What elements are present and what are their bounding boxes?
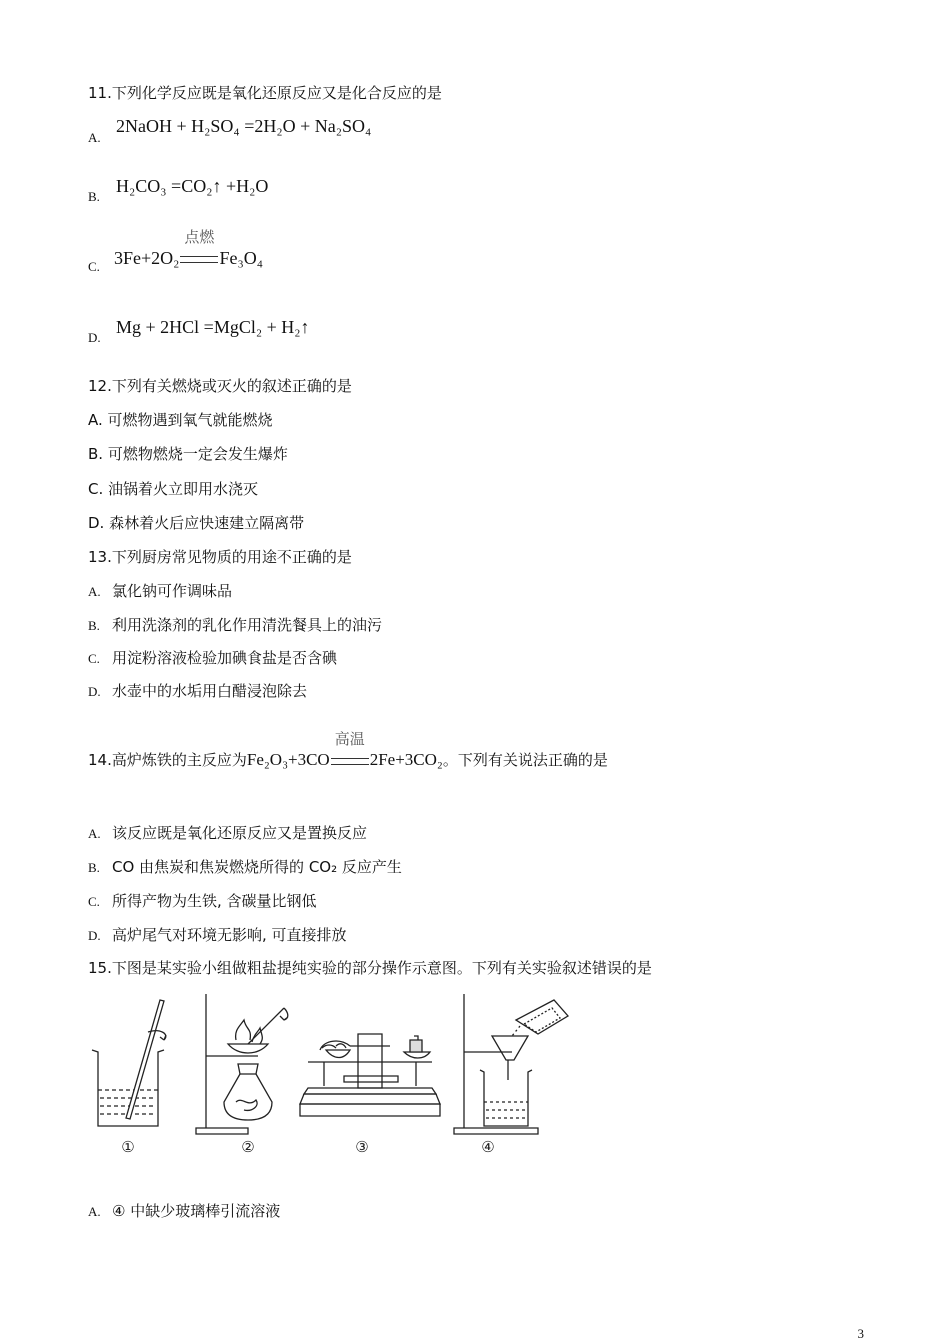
figure-label-3: ③ <box>355 1138 369 1156</box>
equals-bar <box>180 256 218 263</box>
q11-equation-d: Mg + 2HCl =MgCl₂ + H₂↑ <box>116 317 310 337</box>
option-letter: C. <box>88 651 100 666</box>
option-letter: A. <box>88 1204 101 1219</box>
condition-label: 高温 <box>334 730 365 748</box>
option-text: ④ 中缺少玻璃棒引流溶液 <box>112 1202 281 1220</box>
option-text: 该反应既是氧化还原反应又是置换反应 <box>112 824 368 842</box>
q15-option-a <box>88 1200 280 1221</box>
q13-option-a <box>88 580 232 601</box>
option-letter: B. <box>88 860 100 875</box>
q12-stem: 12.下列有关燃烧或灭火的叙述正确的是 <box>88 377 352 395</box>
beaker-stirring-diagram <box>92 1000 166 1126</box>
q11-equation-a: 2NaOH + H₂SO₄ =2H₂O + Na₂SO₄ <box>116 116 372 136</box>
q12-option-c: C. 油锅着火立即用水浇灭 <box>88 480 259 498</box>
q14-option-c <box>88 890 317 911</box>
page-number: 3 <box>857 1326 864 1341</box>
option-text: 所得产物为生铁, 含碳量比钢低 <box>112 892 317 910</box>
q15-stem: 15.下图是某实验小组做粗盐提纯实验的部分操作示意图。下列有关实验叙述错误的是 <box>88 959 652 977</box>
option-text: 水壶中的水垢用白醋浸泡除去 <box>112 682 308 700</box>
filtration-diagram <box>454 994 568 1134</box>
option-letter: D. <box>88 928 101 943</box>
q12-option-a: A. 可燃物遇到氧气就能燃烧 <box>88 411 273 429</box>
q14-option-d <box>88 924 347 945</box>
balance-diagram <box>300 1034 440 1116</box>
q11-equation-c <box>114 228 263 269</box>
option-text: 用淀粉溶液检验加碘食盐是否含碘 <box>112 649 338 667</box>
q11-equation-b: H₂CO₃ =CO₂↑ +H₂O <box>116 176 269 196</box>
equation-right: Fe₃O₄ <box>219 248 263 268</box>
q13-option-c <box>88 647 337 668</box>
figure-label-1: ① <box>121 1138 135 1156</box>
q13-option-d <box>88 680 307 701</box>
q11-option-b <box>88 187 100 205</box>
figure-label-4: ④ <box>481 1138 495 1156</box>
option-text: 氯化钠可作调味品 <box>112 582 233 600</box>
condition-label: 点燃 <box>184 228 215 246</box>
option-letter: A. <box>88 130 101 145</box>
q14-stem <box>88 730 608 770</box>
q12-option-d: D. 森林着火后应快速建立隔离带 <box>88 514 305 532</box>
option-letter: C. <box>88 894 100 909</box>
q12-option-b: B. 可燃物燃烧一定会发生爆炸 <box>88 445 288 463</box>
reaction-condition <box>179 228 219 269</box>
option-letter: D. <box>88 330 101 345</box>
q11-stem: 11.下列化学反应既是氧化还原反应又是化合反应的是 <box>88 84 442 102</box>
q11-option-c <box>88 257 100 275</box>
q11-option-d <box>88 328 101 346</box>
option-letter: B. <box>88 189 100 204</box>
equation-left: Fe₂O₃+3CO <box>246 750 330 769</box>
equation-right: 2Fe+3CO₂ <box>369 750 443 769</box>
option-letter: B. <box>88 618 100 633</box>
q13-stem: 13.下列厨房常见物质的用途不正确的是 <box>88 548 352 566</box>
option-letter: C. <box>88 259 100 274</box>
q14-option-a <box>88 822 367 843</box>
q14-stem-suffix: 。下列有关说法正确的是 <box>442 751 608 769</box>
q11-option-a <box>88 128 101 146</box>
option-letter: A. <box>88 584 101 599</box>
equation-left: 3Fe+2O₂ <box>114 248 180 268</box>
q14-equation <box>246 730 443 769</box>
option-text: 高炉尾气对环境无影响, 可直接排放 <box>112 926 347 944</box>
q14-stem-prefix: 14.高炉炼铁的主反应为 <box>88 751 247 769</box>
reaction-condition <box>330 730 370 770</box>
lab-operations-figure <box>88 990 578 1165</box>
figure-label-2: ② <box>241 1138 255 1156</box>
equals-bar <box>331 758 369 765</box>
option-text: 利用洗涤剂的乳化作用清洗餐具上的油污 <box>112 616 383 634</box>
q13-option-b <box>88 614 382 635</box>
option-letter: D. <box>88 684 101 699</box>
option-text: CO 由焦炭和焦炭燃烧所得的 CO₂ 反应产生 <box>112 858 402 876</box>
evaporation-diagram <box>196 994 288 1134</box>
q14-option-b <box>88 856 402 877</box>
option-letter: A. <box>88 826 101 841</box>
